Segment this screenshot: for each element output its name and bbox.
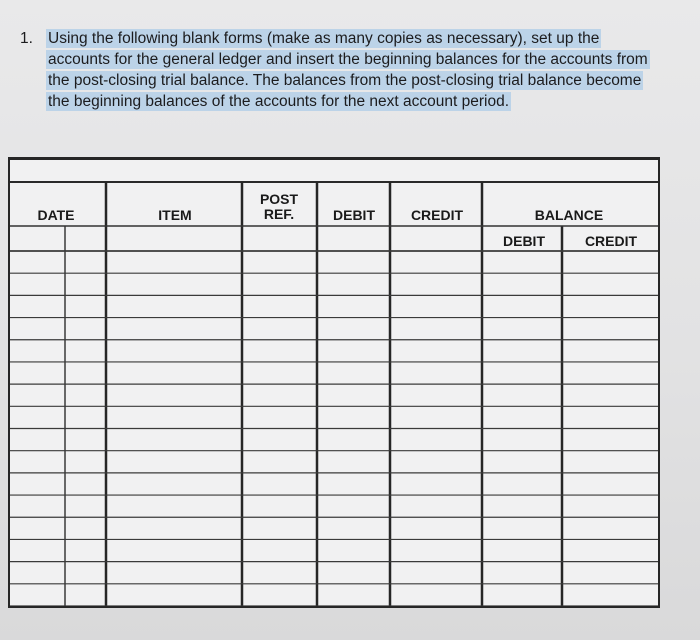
instruction-paragraph xyxy=(46,28,656,112)
header-credit: CREDIT xyxy=(410,207,464,223)
ledger-grid xyxy=(10,160,658,606)
header-debit: DEBIT xyxy=(333,207,375,223)
header-balance-credit: CREDIT xyxy=(584,233,638,249)
header-post-ref-line1: POST xyxy=(259,191,299,207)
instruction-text: Using the following blank forms (make as many copies as necessary), set up the accounts for the general ledger and insert the beginning balances for the accounts from the post-closing trial balance. The balances from the post-closing trial balance become the beginning balances of the accounts for the next account period. xyxy=(48,30,648,110)
header-balance: BALANCE xyxy=(534,207,604,223)
ledger-form xyxy=(8,157,660,608)
header-post-ref-line2: REF. xyxy=(263,206,295,222)
header-post-ref xyxy=(244,192,314,222)
header-balance-debit: DEBIT xyxy=(503,233,545,249)
header-item: ITEM xyxy=(158,207,192,223)
instruction-number: 1. xyxy=(20,30,33,47)
header-date: DATE xyxy=(37,207,75,223)
